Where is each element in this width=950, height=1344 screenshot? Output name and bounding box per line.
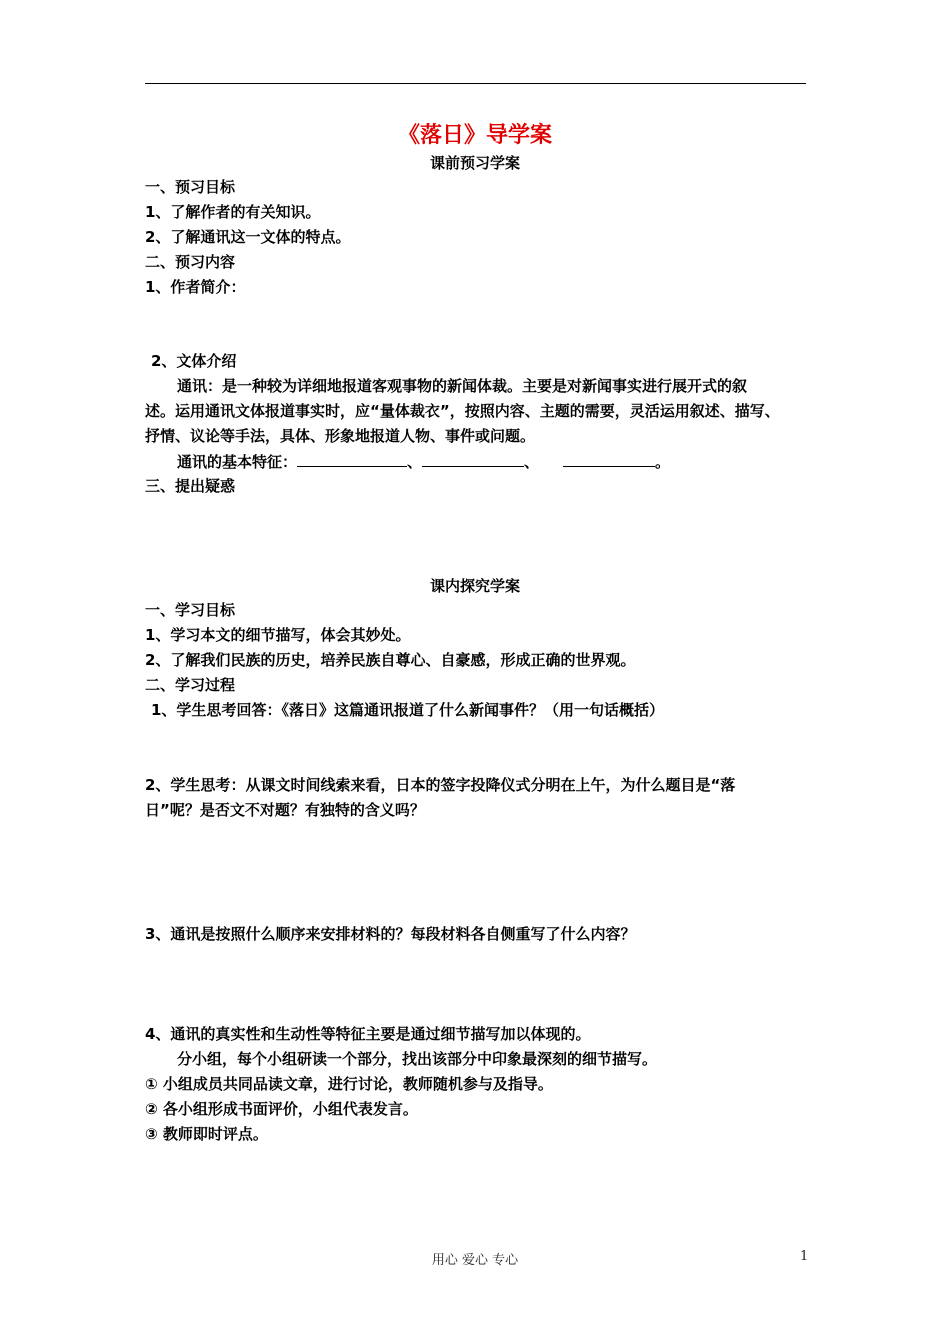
step-1: ① 小组成员共同品读文章，进行讨论，教师随机参与及指导。: [145, 1075, 553, 1093]
question-2-line-1: 2、学生思考：从课文时间线索来看，日本的签字投降仪式分明在上午，为什么题目是“落: [145, 776, 736, 794]
section-heading-inquiry: 课内探究学案: [429, 577, 520, 595]
genre-intro: 2、文体介绍: [151, 352, 237, 370]
section-heading-preview: 课前预习学案: [429, 154, 520, 172]
group-task: 分小组，每个小组研读一个部分，找出该部分中印象最深刻的细节描写。: [177, 1050, 658, 1068]
author-intro: 1、作者简介：: [145, 278, 246, 296]
features-line: [177, 452, 670, 472]
genre-paragraph-line-2: 述。运用通讯文体报道事实时，应“量体裁衣”，按照内容、主题的需要，灵活运用叙述、描写、: [145, 402, 780, 420]
questions-heading: 三、提出疑惑: [145, 477, 236, 495]
page-footer: 用心 爱心 专心: [431, 1253, 519, 1268]
page-number: 1: [800, 1249, 809, 1264]
genre-paragraph-line-3: 抒情、议论等手法，具体、形象地报道人物、事件或问题。: [145, 427, 536, 445]
question-1: 1、学生思考回答：《落日》这篇通讯报道了什么新闻事件？（用一句话概括）: [151, 701, 664, 719]
step-2: ② 各小组形成书面评价，小组代表发言。: [145, 1100, 418, 1118]
genre-paragraph-line-1: 通讯：是一种较为详细地报道客观事物的新闻体裁。主要是对新闻事实进行展开式的叙: [177, 377, 748, 395]
question-4: 4、通讯的真实性和生动性等特征主要是通过细节描写加以体现的。: [145, 1025, 591, 1043]
preview-goal-1: 1、了解作者的有关知识。: [145, 203, 321, 221]
features-separator-1: 、: [407, 453, 423, 471]
study-process-heading: 二、学习过程: [145, 676, 236, 694]
study-goal-1: 1、学习本文的细节描写，体会其妙处。: [145, 626, 411, 644]
preview-goal-heading: 一、预习目标: [145, 178, 236, 196]
feature-blank-3[interactable]: [563, 452, 655, 467]
feature-blank-2[interactable]: [422, 452, 524, 467]
features-end: 。: [655, 453, 671, 471]
question-3: 3、通讯是按照什么顺序来安排材料的？每段材料各自侧重写了什么内容？: [145, 925, 636, 943]
preview-goal-2: 2、了解通讯这一文体的特点。: [145, 228, 351, 246]
document-title: 《落日》导学案: [397, 123, 552, 148]
features-label: 通讯的基本特征：: [177, 453, 298, 471]
features-separator-2: 、: [524, 453, 540, 471]
step-3: ③ 教师即时评点。: [145, 1125, 268, 1143]
preview-content-heading: 二、预习内容: [145, 253, 236, 271]
question-2-line-2: 日”呢？是否文不对题？有独特的含义吗？: [145, 801, 425, 819]
study-goal-heading: 一、学习目标: [145, 601, 236, 619]
study-goal-2: 2、了解我们民族的历史，培养民族自尊心、自豪感，形成正确的世界观。: [145, 651, 636, 669]
feature-blank-1[interactable]: [297, 452, 407, 467]
header-rule: [145, 83, 806, 84]
